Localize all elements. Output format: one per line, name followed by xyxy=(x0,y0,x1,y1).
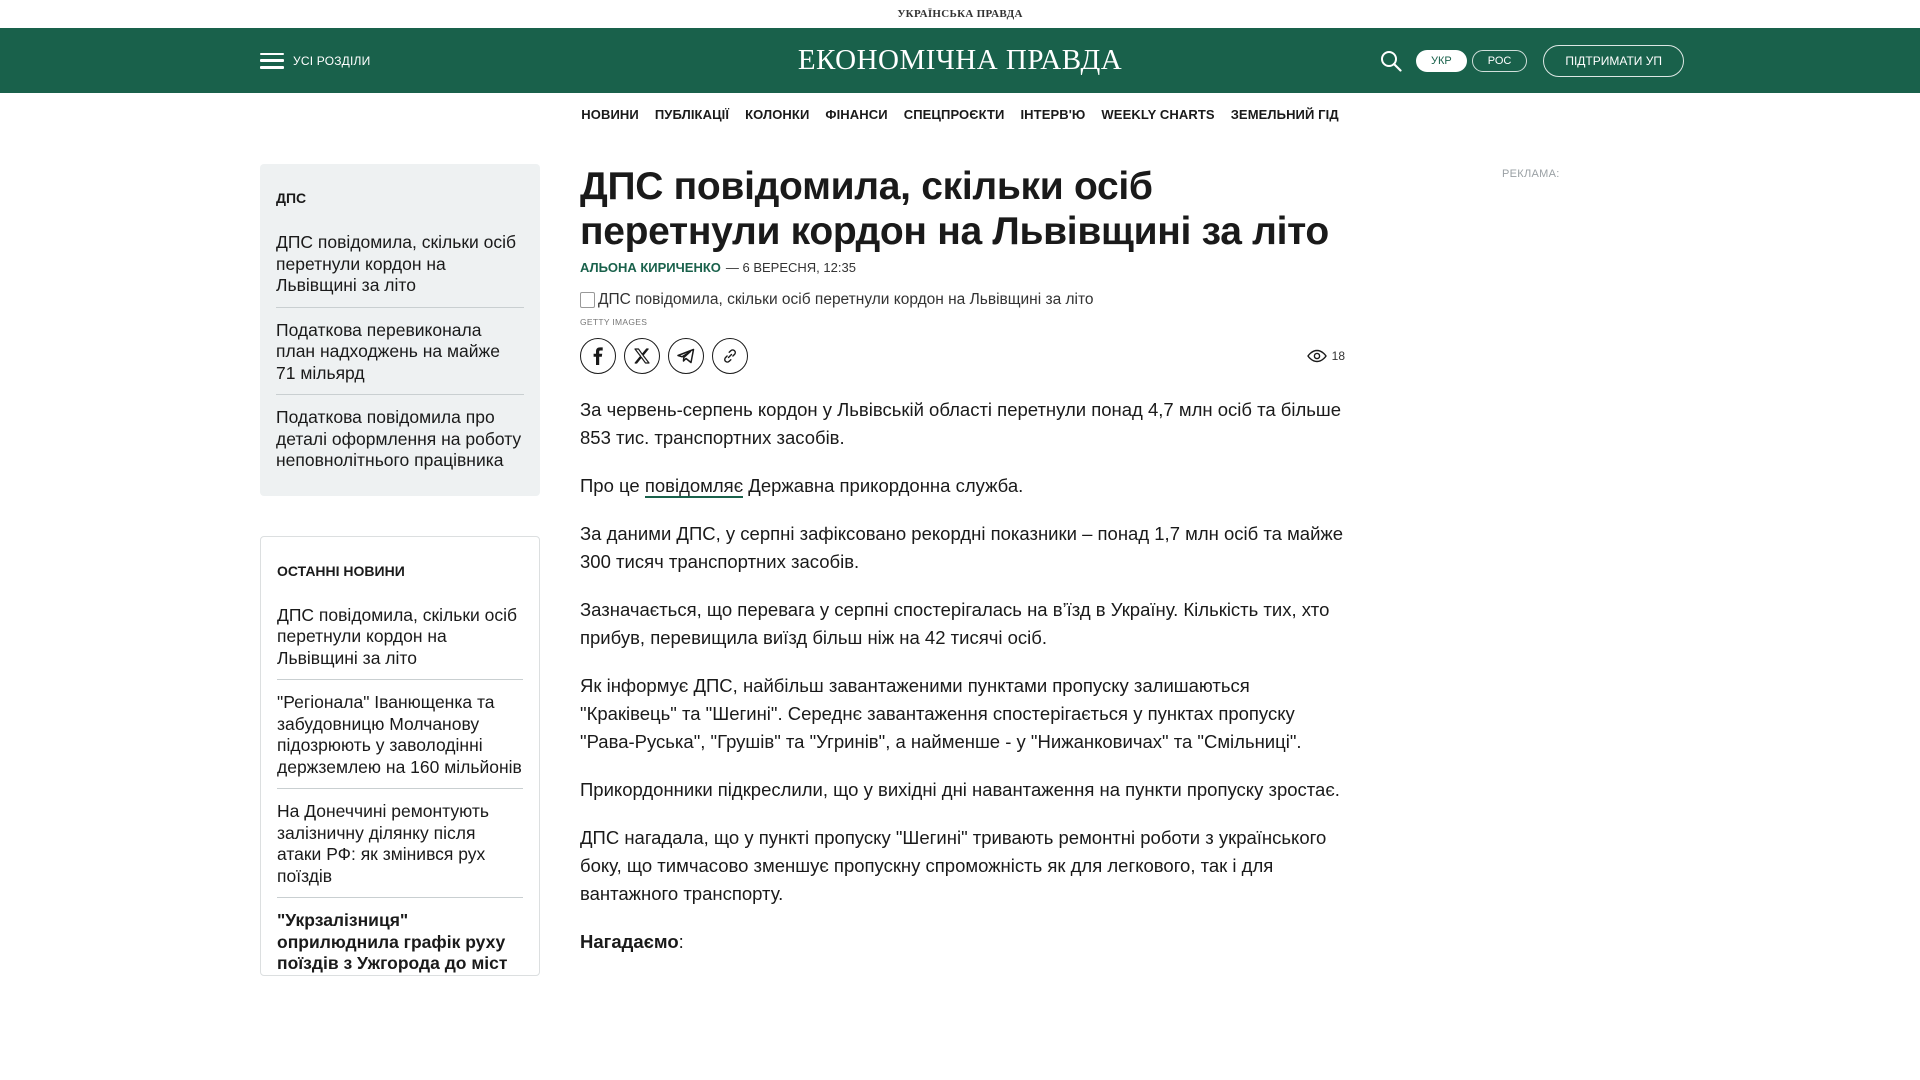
facebook-share-icon[interactable] xyxy=(580,338,616,374)
article-image xyxy=(580,291,1345,309)
latest-news-item[interactable]: "Укрзалізниця" оприлюднила графік руху поїздів з Ужгорода до міст xyxy=(277,910,508,973)
views-count: 18 xyxy=(1331,349,1345,363)
telegram-share-icon[interactable] xyxy=(668,338,704,374)
all-sections-label: УСІ РОЗДІЛИ xyxy=(293,53,371,68)
eye-icon xyxy=(1307,349,1327,363)
article-paragraph: Як інформує ДПС, найбільш завантаженими пунктами пропуску залишаються "Краківець" та "Шегині". Середнє завантаження спостерігається у пунктах пропуску "Рава-Руська", "Грушів" та "Угринів", а найменше - у "Нижанковичах" та "Смільниці". xyxy=(580,675,1302,752)
copy-link-icon[interactable] xyxy=(712,338,748,374)
tag-news-item[interactable]: ДПС повідомила, скільки осіб перетнули кордон на Львівщині за літо xyxy=(276,220,524,308)
nav-special-projects[interactable]: СПЕЦПРОЄКТИ xyxy=(903,106,1005,122)
nav-weekly-charts[interactable]: WEEKLY CHARTS xyxy=(1101,106,1215,122)
support-button[interactable]: ПІДТРИМАТИ УП xyxy=(1543,45,1684,77)
hamburger-icon xyxy=(260,53,284,69)
article-image-alt: ДПС повідомила, скільки осіб перетнули кордон на Львівщині за літо xyxy=(598,291,1094,308)
all-sections-menu-button[interactable] xyxy=(260,28,370,93)
nav-land-guide[interactable]: ЗЕМЕЛЬНИЙ ГІД xyxy=(1230,106,1339,122)
latest-news-item[interactable]: На Донеччині ремонтують залізничну ділянку після атаки РФ: як змінився рух поїздів xyxy=(277,789,523,898)
search-icon[interactable] xyxy=(1378,48,1404,74)
article-paragraph: Зазначається, що перевага у серпні спостерігалась на в’їзд в Україну. Кількість тих, хто прибув, перевищила виїзд більш ніж на 42 тисячі осіб. xyxy=(580,599,1330,648)
image-credit: GETTY IMAGES xyxy=(580,317,648,327)
paragraph-text: : xyxy=(678,931,684,952)
x-share-icon[interactable] xyxy=(624,338,660,374)
share-bar xyxy=(580,338,1345,374)
nav-publications[interactable]: ПУБЛІКАЦІЇ xyxy=(654,106,730,122)
article-author[interactable]: АЛЬОНА КИРИЧЕНКО xyxy=(580,260,721,275)
latest-news-item[interactable]: ДПС повідомила, скільки осіб перетнули кордон на Львівщині за літо xyxy=(277,593,523,681)
latest-news-item[interactable]: "Регіонала" Іванющенка та забудовницю Молчанову підозрюють у заволодінні держземлею на 160 мільйонів xyxy=(277,680,523,789)
article-paragraph: За червень-серпень кордон у Львівській області перетнули понад 4,7 млн осіб та більше 853 тис. транспортних засобів. xyxy=(580,399,1342,448)
article-title: ДПС повідомила, скільки осіб перетнули кордон на Львівщині за літо xyxy=(580,165,1329,253)
article-paragraph xyxy=(580,928,1345,956)
tag-box-title[interactable]: ДПС xyxy=(276,190,307,206)
nav-columns[interactable]: КОЛОНКИ xyxy=(745,106,810,122)
tag-news-item[interactable]: Податкова повідомила про деталі оформлення на роботу неповнолітнього працівника xyxy=(276,407,522,470)
article-body xyxy=(580,396,1345,956)
article-date: — 6 ВЕРЕСНЯ, 12:35 xyxy=(725,260,856,275)
article-paragraph: За даними ДПС, у серпні зафіксовано рекордні показники – понад 1,7 млн осіб та майже 300 тисяч транспортних засобів. xyxy=(580,523,1344,572)
paragraph-text: Державна прикордонна служба. xyxy=(743,475,1024,496)
latest-news-box xyxy=(260,536,540,976)
section-nav xyxy=(0,93,1920,135)
nav-interviews[interactable]: ІНТЕРВ'Ю xyxy=(1020,106,1086,122)
article xyxy=(580,164,1345,976)
sidebar xyxy=(260,164,540,976)
article-meta xyxy=(580,260,1345,275)
broken-image-icon xyxy=(580,292,595,308)
reminder-label: Нагадаємо xyxy=(580,931,679,952)
article-paragraph: Прикордонники підкреслили, що у вихідні дні навантаження на пункти пропуску зростає. xyxy=(580,779,1340,800)
lang-ukr-button[interactable]: УКР xyxy=(1416,50,1467,72)
site-header xyxy=(0,28,1920,93)
tag-news-box xyxy=(260,164,540,496)
ad-label: РЕКЛАМА: xyxy=(1502,168,1560,180)
site-logo[interactable]: ЕКОНОМІЧНА ПРАВДА xyxy=(797,44,1123,76)
tag-news-item[interactable]: Податкова перевиконала план надходжень на майже 71 мільярд xyxy=(276,308,524,396)
source-link[interactable]: повідомляє xyxy=(644,475,744,496)
article-paragraph: ДПС нагадала, що у пункті пропуску "Шегині" тривають ремонтні роботи з українського боку, що тимчасово зменшує пропускну спроможність як для легкового, так і для вантажного транспорту. xyxy=(580,827,1327,904)
header-actions xyxy=(1378,28,1684,93)
lang-ros-button[interactable]: РОС xyxy=(1472,50,1528,72)
nav-finance[interactable]: ФІНАНСИ xyxy=(825,106,888,122)
latest-news-title: ОСТАННІ НОВИНИ xyxy=(277,562,405,579)
views-counter xyxy=(1307,349,1345,363)
article-paragraph xyxy=(580,472,1345,500)
paragraph-text: Про це xyxy=(580,475,645,496)
top-strip xyxy=(0,0,1920,28)
nav-news[interactable]: НОВИНИ xyxy=(581,106,639,122)
up-logo[interactable]: УКРАЇНСЬКА ПРАВДА xyxy=(897,8,1023,20)
